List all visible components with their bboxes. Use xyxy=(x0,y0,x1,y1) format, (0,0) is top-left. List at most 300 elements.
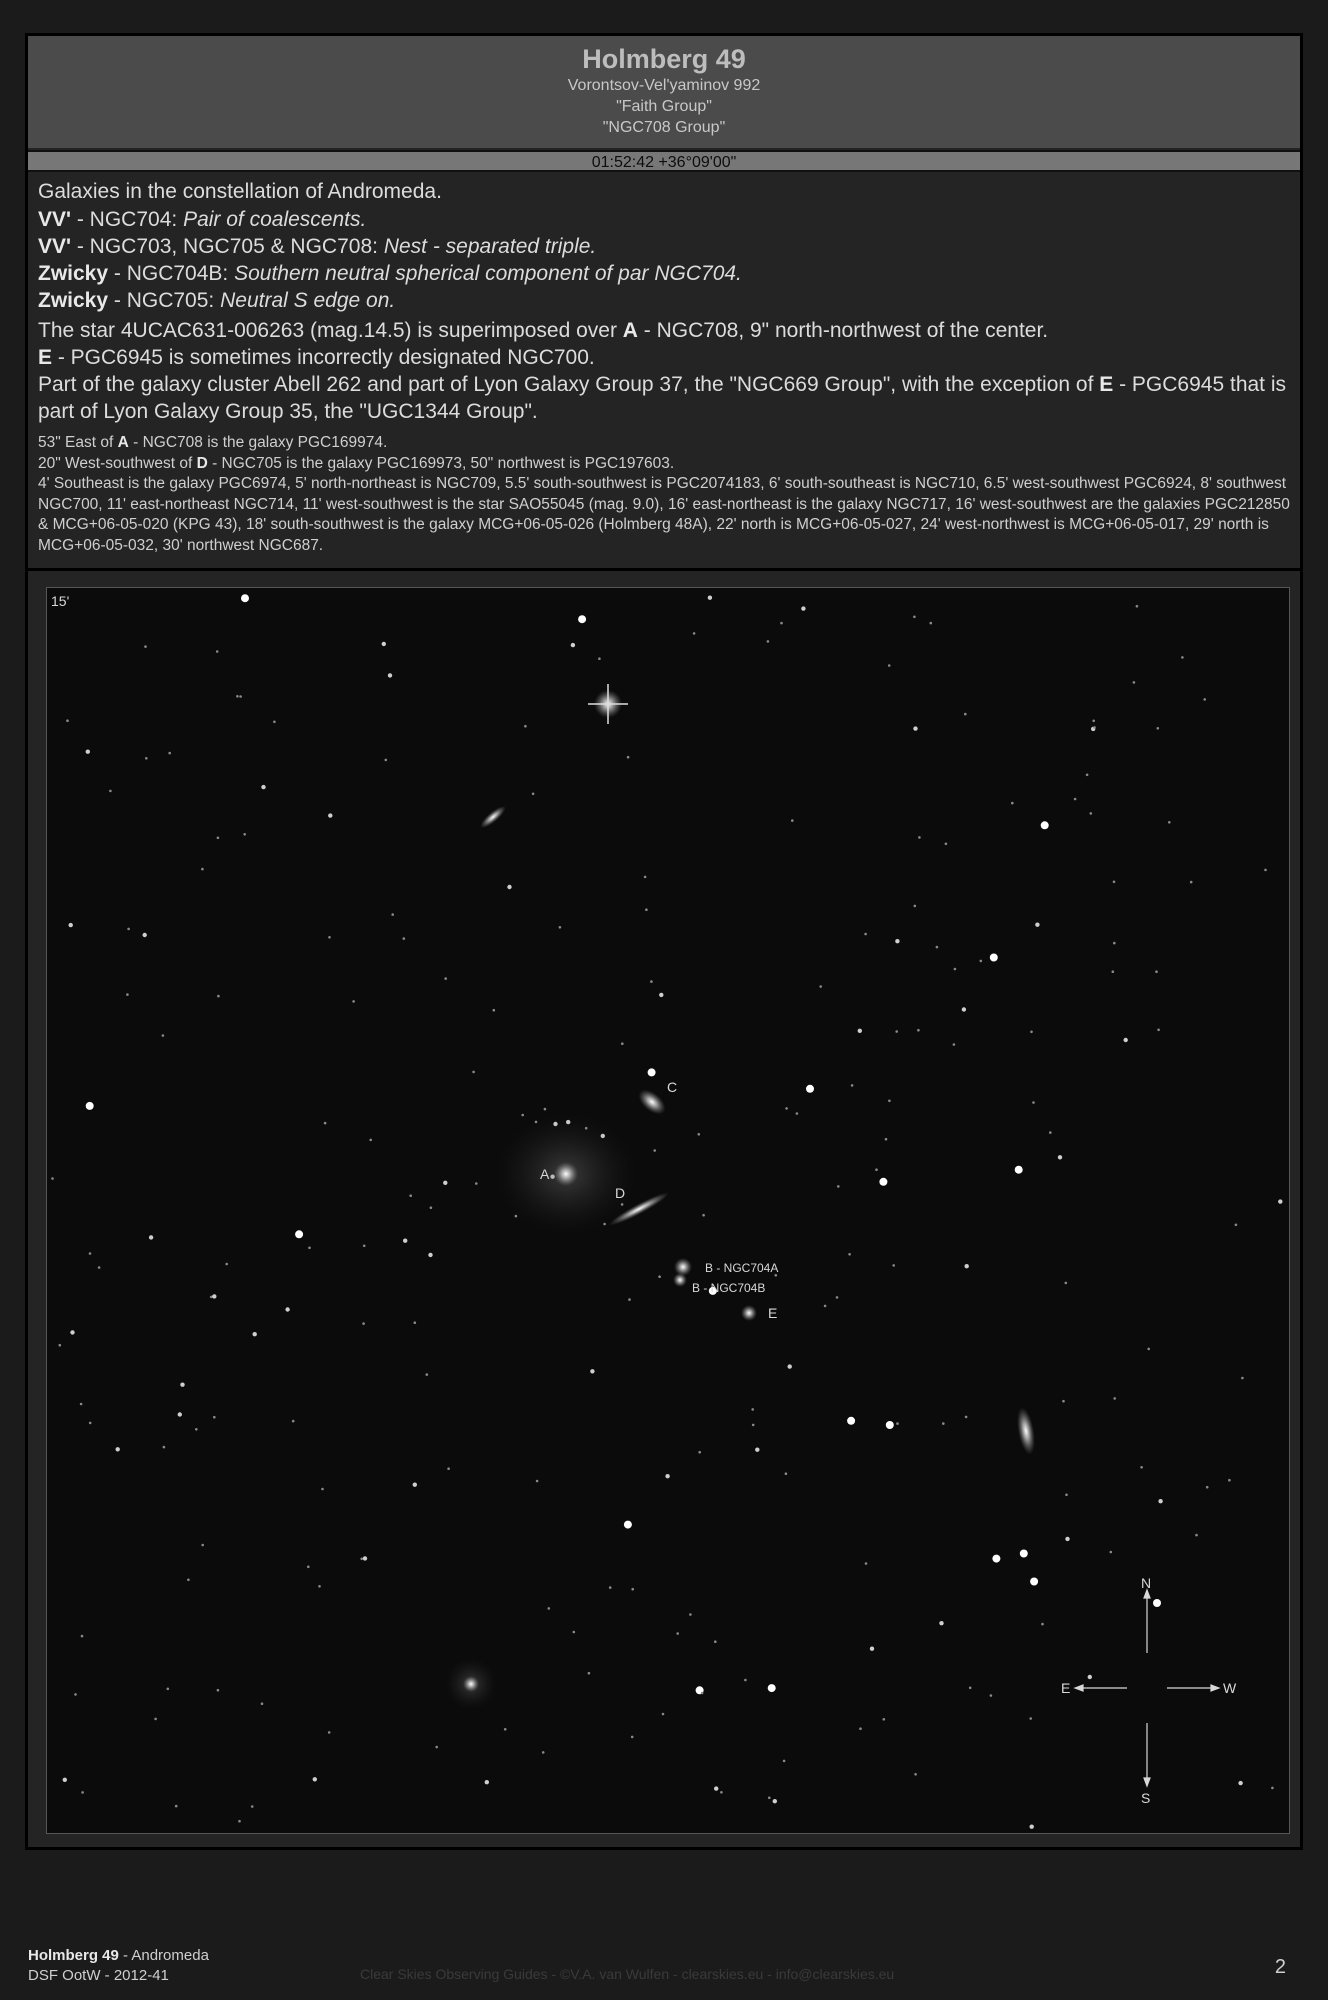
compass-east: E xyxy=(1061,1680,1071,1696)
nearby-1 xyxy=(38,433,1293,454)
note-row xyxy=(38,260,1293,287)
star xyxy=(837,1185,840,1188)
label-e: E xyxy=(768,1305,778,1321)
star xyxy=(885,1138,888,1141)
note-text: Southern neutral spherical component of par NGC704. xyxy=(234,262,742,285)
star xyxy=(98,1266,101,1269)
star xyxy=(1049,1131,1052,1134)
star xyxy=(662,1713,665,1716)
star xyxy=(143,933,147,937)
star xyxy=(1136,605,1139,608)
star xyxy=(896,1422,899,1425)
star xyxy=(127,928,130,931)
star xyxy=(1062,1400,1065,1403)
star xyxy=(413,1483,417,1487)
star-field-svg xyxy=(47,588,1289,1833)
star xyxy=(313,1777,317,1781)
star xyxy=(1113,942,1116,945)
star xyxy=(328,813,332,817)
star xyxy=(544,1108,547,1111)
star xyxy=(1235,1224,1238,1227)
star xyxy=(362,1322,365,1325)
star xyxy=(391,913,394,916)
star-note-text: The star 4UCAC631-006263 (mag.14.5) is superimposed over xyxy=(38,319,623,342)
footer-object xyxy=(28,1946,209,1966)
star xyxy=(913,726,917,730)
star xyxy=(1011,802,1014,805)
star xyxy=(755,1448,759,1452)
star xyxy=(895,1030,898,1033)
star xyxy=(990,1694,993,1697)
galaxy-b-ngc704a xyxy=(674,1258,692,1276)
star xyxy=(1092,720,1095,723)
star xyxy=(980,960,983,963)
star xyxy=(243,833,246,836)
star xyxy=(1041,1623,1044,1626)
star xyxy=(858,1029,862,1033)
star xyxy=(720,1791,723,1794)
star xyxy=(791,819,794,822)
star xyxy=(180,1383,184,1387)
divider xyxy=(28,568,1300,571)
scale-label: 15' xyxy=(51,593,70,609)
star xyxy=(1140,1466,1143,1469)
label-b-ngc704b: B - NGC704B xyxy=(692,1281,766,1295)
star xyxy=(187,1579,190,1582)
star xyxy=(81,1635,84,1638)
label-c: C xyxy=(667,1079,678,1095)
alt-designation: Vorontsov-Vel'yaminov 992 xyxy=(567,77,761,94)
star xyxy=(1133,681,1136,684)
note-object: - NGC703, NGC705 & NGC708: xyxy=(71,235,384,258)
star xyxy=(1074,798,1077,801)
nearby-3: 4' Southeast is the galaxy PGC6974, 5' north-northeast is NGC709, 5.5' south-southwest is PGC2074183, 6' south-southeast is NGC710, 6.5' west-southwest PGC6924, 8' southwest NGC700, 11' east-northeast NGC714, 11' west-southwest is the star SAO55045 (mag. 9.0), 16' east-northeast is the galaxy NGC717, 16' west-southwest are the galaxies PGC212850 & MCG+06-05-020 (KPG 43), 18' south-southwest is the galaxy MCG+06-05-026 (Holmberg 48A), 22' north is MCG+06-05-027, 24' west-northwest is MCG+06-05-017, 29' north is MCG+06-05-032, 30' northwest NGC687. xyxy=(38,475,1290,554)
footer-series: DSF OotW - 2012-41 xyxy=(28,1967,169,1984)
star xyxy=(80,1403,83,1406)
compass-north: N xyxy=(1141,1575,1152,1591)
star xyxy=(212,1294,216,1298)
star xyxy=(360,1558,363,1561)
star xyxy=(783,1760,786,1763)
group-name-2: "NGC708 Group" xyxy=(602,119,726,136)
star xyxy=(888,664,891,667)
star xyxy=(752,1424,755,1427)
nearby-objects xyxy=(38,433,1293,556)
star xyxy=(573,1631,576,1634)
star xyxy=(414,1321,417,1324)
star xyxy=(780,622,783,625)
star xyxy=(403,1239,407,1243)
star xyxy=(126,993,129,996)
star xyxy=(879,1178,887,1186)
star xyxy=(888,1100,891,1103)
elongated-galaxy xyxy=(1014,1406,1038,1456)
star xyxy=(627,756,630,759)
note-text: Neutral S edge on. xyxy=(220,289,396,312)
star xyxy=(163,1446,166,1449)
star xyxy=(1088,1675,1092,1679)
star-note-text-2: - NGC708, 9" north-northwest of the center. xyxy=(637,319,1049,342)
star xyxy=(744,1679,747,1682)
star xyxy=(426,1373,429,1376)
star xyxy=(701,1692,704,1695)
star xyxy=(801,606,805,610)
star xyxy=(307,1566,310,1569)
star xyxy=(824,1305,827,1308)
star xyxy=(1112,970,1115,973)
star xyxy=(89,1422,92,1425)
star xyxy=(917,1029,920,1032)
star xyxy=(1090,812,1093,815)
star xyxy=(689,1613,692,1616)
object-header xyxy=(28,36,1300,148)
star xyxy=(195,1428,198,1431)
star xyxy=(942,1422,945,1425)
star xyxy=(149,1235,153,1239)
star xyxy=(848,1253,851,1256)
star xyxy=(382,642,386,646)
star xyxy=(292,1420,295,1423)
star xyxy=(168,752,171,755)
star xyxy=(918,836,921,839)
star xyxy=(493,1009,496,1012)
star xyxy=(524,725,527,728)
star xyxy=(659,993,663,997)
note-text: Pair of coalescents. xyxy=(183,208,367,231)
star xyxy=(1110,1551,1113,1554)
star xyxy=(914,1773,917,1776)
star xyxy=(213,1416,216,1419)
star xyxy=(962,1007,966,1011)
star xyxy=(578,615,586,623)
star xyxy=(59,1344,62,1347)
star xyxy=(81,1791,84,1794)
star xyxy=(116,1447,120,1451)
note-text: Nest - separated triple. xyxy=(383,235,597,258)
compass xyxy=(1075,1590,1219,1786)
star xyxy=(1157,727,1160,730)
star-note xyxy=(38,317,1293,344)
note-source: VV' xyxy=(38,208,72,231)
star xyxy=(542,1751,545,1754)
star xyxy=(521,1114,524,1117)
star xyxy=(328,936,331,939)
star xyxy=(51,1177,54,1180)
star xyxy=(363,1245,366,1248)
star xyxy=(788,1364,792,1368)
star xyxy=(318,1585,321,1588)
star xyxy=(851,1084,854,1087)
note-source: Zwicky xyxy=(38,262,109,285)
star-field-image xyxy=(46,587,1290,1834)
galaxy-c xyxy=(634,1085,670,1119)
object-title: Holmberg 49 xyxy=(582,44,746,74)
star xyxy=(1181,656,1184,659)
star xyxy=(875,1168,878,1171)
star xyxy=(1093,726,1096,729)
label-d: D xyxy=(615,1185,626,1201)
star xyxy=(536,1480,539,1483)
star xyxy=(859,1727,862,1730)
star xyxy=(1190,881,1193,884)
star xyxy=(1065,1494,1068,1497)
star xyxy=(328,1731,331,1734)
star xyxy=(785,1472,788,1475)
star xyxy=(945,843,948,846)
footer-object-name: Holmberg 49 xyxy=(28,1947,119,1964)
guide-frame xyxy=(25,33,1303,1850)
star xyxy=(89,1252,92,1255)
intro-text: Galaxies in the constellation of Andromeda. xyxy=(38,180,442,203)
cluster-label: E xyxy=(1099,373,1114,396)
coordinates-bar: 01:52:42 +36°09'00" xyxy=(28,150,1300,172)
star xyxy=(773,1799,777,1803)
star xyxy=(548,1607,551,1610)
star xyxy=(63,1778,67,1782)
star xyxy=(472,1071,475,1074)
note-source: Zwicky xyxy=(38,289,109,312)
star xyxy=(144,645,147,648)
star xyxy=(1113,881,1116,884)
star xyxy=(385,759,388,762)
e-note-label: E xyxy=(38,346,53,369)
note-object: - NGC705: xyxy=(108,289,221,312)
star xyxy=(86,750,90,754)
star xyxy=(913,616,916,619)
spiral-galaxy xyxy=(463,1676,479,1692)
star xyxy=(369,1139,372,1142)
star xyxy=(1065,1537,1069,1541)
footer-credit: Clear Skies Observing Guides - ©V.A. van Wulfen - clearskies.eu - info@clearskies.eu xyxy=(360,1966,895,1982)
star xyxy=(1155,970,1158,973)
star xyxy=(409,1194,412,1197)
star-note-label: A xyxy=(622,319,638,342)
star xyxy=(217,1689,220,1692)
star xyxy=(1029,1717,1032,1720)
star xyxy=(936,946,939,949)
star xyxy=(1086,774,1089,777)
star xyxy=(1147,1348,1150,1351)
cluster-note xyxy=(38,371,1293,425)
star xyxy=(507,885,511,889)
star xyxy=(430,1206,433,1209)
star xyxy=(1035,923,1039,927)
star xyxy=(308,1247,311,1250)
star xyxy=(883,1718,886,1721)
group-name-1: "Faith Group" xyxy=(616,98,712,115)
star xyxy=(714,1640,717,1643)
star xyxy=(708,596,712,600)
star xyxy=(631,1736,634,1739)
star xyxy=(201,1544,204,1547)
star xyxy=(590,1369,594,1373)
nearby-text: 20" West-southwest of xyxy=(38,454,197,472)
star xyxy=(1113,1397,1116,1400)
star xyxy=(175,1805,178,1808)
nearby-label: D xyxy=(196,454,208,472)
star xyxy=(201,868,204,871)
star xyxy=(261,785,265,789)
description xyxy=(38,178,1293,556)
star xyxy=(363,1556,367,1560)
star xyxy=(1195,1534,1198,1537)
star xyxy=(217,837,220,840)
star xyxy=(914,905,917,908)
star xyxy=(665,1474,669,1478)
star xyxy=(796,1112,799,1115)
star xyxy=(930,622,933,625)
star xyxy=(785,1107,788,1110)
star xyxy=(1015,1166,1023,1174)
star xyxy=(324,1122,327,1125)
star xyxy=(621,1042,624,1045)
galaxy-e xyxy=(741,1305,757,1321)
star xyxy=(238,1820,241,1823)
label-a: A xyxy=(540,1166,550,1182)
star xyxy=(86,1102,94,1110)
star xyxy=(1203,698,1206,701)
nearby-text-2: - NGC705 is the galaxy PGC169973, 50" northwest is PGC197603. xyxy=(207,454,675,472)
galaxy-a xyxy=(554,1162,578,1186)
star xyxy=(69,923,73,927)
star xyxy=(74,1693,77,1696)
star xyxy=(886,1421,894,1429)
bright-star xyxy=(588,684,628,724)
star xyxy=(210,1296,213,1299)
note-row xyxy=(38,206,1293,233)
star xyxy=(571,643,575,647)
star xyxy=(631,1588,634,1591)
note-source: VV' xyxy=(38,235,72,258)
note-object: - NGC704: xyxy=(71,208,184,231)
star xyxy=(1030,1825,1034,1829)
star xyxy=(295,1230,303,1238)
star xyxy=(598,657,601,660)
star xyxy=(658,1275,661,1278)
star xyxy=(352,1000,355,1003)
star xyxy=(178,1412,182,1416)
star xyxy=(70,1330,74,1334)
galaxy-b-ngc704b xyxy=(673,1273,687,1287)
star xyxy=(1020,1550,1028,1558)
star xyxy=(1158,1499,1162,1503)
nearby-label: A xyxy=(117,434,129,451)
nearby-text: 53" East of xyxy=(38,434,118,451)
star xyxy=(992,1555,1000,1563)
star xyxy=(109,790,112,793)
star xyxy=(650,980,653,983)
star xyxy=(609,1586,612,1589)
star xyxy=(145,757,148,760)
e-note-text: - PGC6945 is sometimes incorrectly designated NGC700. xyxy=(52,346,595,369)
star xyxy=(225,1263,228,1266)
star xyxy=(447,1467,450,1470)
star xyxy=(1238,1781,1242,1785)
star xyxy=(870,1647,874,1651)
star xyxy=(236,695,239,698)
note-row xyxy=(38,233,1293,260)
label-b-ngc704a: B - NGC704A xyxy=(705,1261,779,1275)
star xyxy=(559,926,562,929)
star xyxy=(693,632,696,635)
star xyxy=(532,793,535,796)
star xyxy=(1041,821,1049,829)
star xyxy=(768,1797,771,1800)
edge-on-galaxy xyxy=(478,803,509,831)
star xyxy=(261,1702,264,1705)
star xyxy=(435,1746,438,1749)
star xyxy=(698,1451,701,1454)
star xyxy=(1271,1787,1274,1790)
star xyxy=(768,1684,776,1692)
star xyxy=(653,1149,656,1152)
star xyxy=(648,1068,656,1076)
star xyxy=(285,1307,289,1311)
star xyxy=(154,1718,157,1721)
e-note xyxy=(38,344,1293,371)
star xyxy=(990,954,998,962)
star xyxy=(847,1417,855,1425)
star xyxy=(167,1688,170,1691)
star xyxy=(1032,1101,1035,1104)
star xyxy=(241,594,249,602)
star xyxy=(676,1632,679,1635)
star xyxy=(1157,1029,1160,1032)
star xyxy=(321,1488,324,1491)
star xyxy=(66,719,69,722)
star xyxy=(965,1416,968,1419)
cluster-text: Part of the galaxy cluster Abell 262 and part of Lyon Galaxy Group 37, the "NGC669 Group", with the exception of xyxy=(38,373,1100,396)
star xyxy=(253,1332,257,1336)
star xyxy=(485,1780,489,1784)
star xyxy=(1241,1377,1244,1380)
star xyxy=(954,968,957,971)
star xyxy=(1124,1038,1128,1042)
star xyxy=(1030,1031,1033,1034)
star xyxy=(964,713,967,716)
footer-info xyxy=(28,1946,209,1986)
background-stars xyxy=(51,594,1282,1829)
page-number: 2 xyxy=(1274,1956,1286,1978)
star xyxy=(1206,1486,1209,1489)
star xyxy=(443,1181,447,1185)
star xyxy=(388,673,392,677)
cluster-text-2: - PGC6945 that is part of Lyon Galaxy Group 35, the "UGC1344 Group". xyxy=(38,373,1287,423)
star xyxy=(217,995,220,998)
star xyxy=(953,1043,956,1046)
star xyxy=(892,1264,895,1267)
star xyxy=(806,1085,814,1093)
star xyxy=(1228,1479,1231,1482)
star xyxy=(162,1034,165,1037)
star xyxy=(895,939,899,943)
star xyxy=(864,933,867,936)
star xyxy=(939,1621,943,1625)
nearby-2 xyxy=(38,454,1293,475)
star xyxy=(751,1408,754,1411)
star xyxy=(475,1182,478,1185)
star xyxy=(865,1562,868,1565)
star xyxy=(1065,1282,1068,1285)
star xyxy=(588,1672,591,1675)
catalog-notes xyxy=(38,206,1293,314)
footer-constellation: - Andromeda xyxy=(118,1947,209,1964)
star xyxy=(403,937,406,940)
star xyxy=(644,876,647,879)
star xyxy=(1168,821,1171,824)
star xyxy=(1153,1599,1161,1607)
star xyxy=(251,1805,254,1808)
